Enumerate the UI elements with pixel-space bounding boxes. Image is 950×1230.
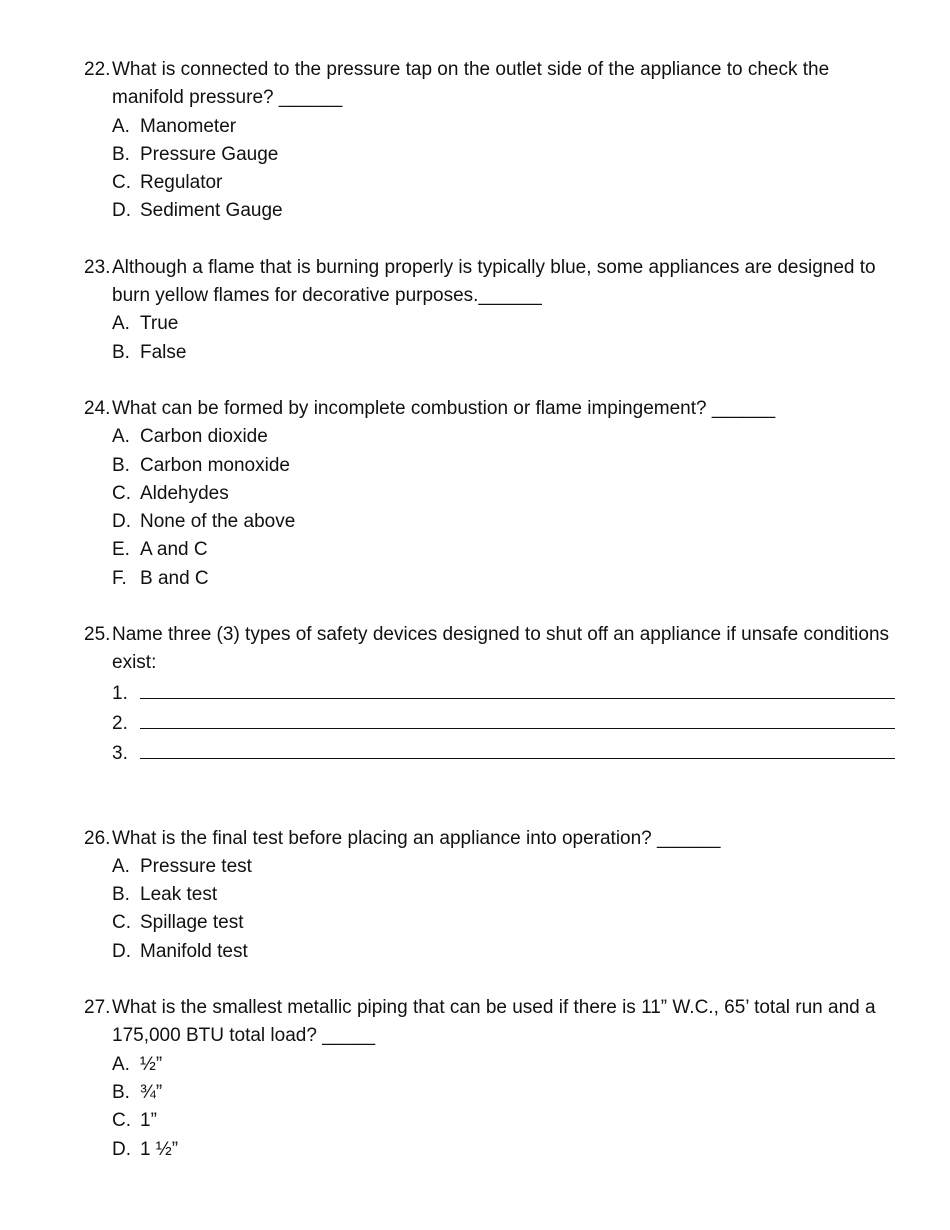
option-b: [112, 881, 895, 909]
option-text: 1”: [140, 1110, 157, 1132]
option-letter: D.: [112, 940, 131, 962]
option-text: Sediment Gauge: [140, 200, 283, 222]
option-text: Carbon monoxide: [140, 454, 290, 476]
option-letter: B.: [112, 1081, 130, 1103]
option-letter: A.: [112, 426, 130, 448]
option-letter: B.: [112, 143, 130, 165]
question-number: 22.: [84, 59, 111, 80]
spacer: [84, 226, 895, 254]
question-number: 26.: [84, 827, 111, 849]
question-27: [84, 994, 895, 1164]
option-text: Pressure test: [140, 855, 252, 877]
option-letter: B.: [112, 884, 130, 906]
option-a: [112, 113, 895, 141]
option-text: B and C: [140, 567, 209, 589]
option-e: [112, 536, 895, 564]
option-a: [112, 423, 895, 451]
option-letter: D.: [112, 511, 131, 533]
option-letter: D.: [112, 1138, 131, 1160]
answer-blank-3[interactable]: [112, 738, 895, 768]
option-c: [112, 169, 895, 197]
answer-blanks: [84, 678, 895, 769]
answer-blank-1[interactable]: [112, 678, 895, 708]
question-text: What is connected to the pressure tap on the outlet side of the appliance to check the manifold pressure? ______: [112, 59, 830, 109]
option-c: [112, 1107, 895, 1135]
option-d: [112, 938, 895, 966]
blank-number: 3.: [112, 743, 128, 765]
option-a: [112, 853, 895, 881]
option-letter: A.: [112, 115, 130, 137]
question-text: What is the smallest metallic piping that can be used if there is 11” W.C., 65’ total run and a 175,000 BTU total load? _____: [112, 997, 876, 1047]
option-text: A and C: [140, 539, 208, 561]
option-letter: F.: [112, 567, 127, 589]
option-letter: C.: [112, 912, 131, 934]
option-f: [112, 565, 895, 593]
answer-line[interactable]: [140, 678, 895, 699]
question-text: Name three (3) types of safety devices designed to shut off an appliance if unsafe conditions exist:: [112, 624, 890, 674]
question-25: [84, 621, 895, 768]
option-text: Manifold test: [140, 940, 248, 962]
option-b: [112, 452, 895, 480]
option-a: [112, 310, 895, 338]
option-text: ¾”: [140, 1081, 163, 1103]
option-b: [112, 141, 895, 169]
option-text: Pressure Gauge: [140, 143, 279, 165]
spacer: [84, 593, 895, 621]
spacer: [84, 367, 895, 395]
option-c: [112, 909, 895, 937]
spacer: [84, 769, 895, 811]
option-c: [112, 480, 895, 508]
option-text: Leak test: [140, 884, 218, 906]
question-24: [84, 395, 895, 593]
option-letter: A.: [112, 855, 130, 877]
option-text: Carbon dioxide: [140, 426, 268, 448]
option-text: Aldehydes: [140, 482, 229, 504]
option-letter: E.: [112, 539, 130, 561]
option-letter: A.: [112, 1053, 130, 1075]
option-text: ½”: [140, 1053, 163, 1075]
answer-options: [84, 423, 895, 593]
option-text: Regulator: [140, 172, 223, 194]
question-number: 27.: [84, 997, 111, 1019]
question-22: [84, 56, 895, 226]
answer-options: [84, 853, 895, 966]
answer-options: [84, 310, 895, 367]
question-number: 24.: [84, 397, 111, 419]
option-text: Spillage test: [140, 912, 244, 934]
question-text: What can be formed by incomplete combustion or flame impingement? ______: [112, 397, 776, 419]
blank-number: 1.: [112, 682, 128, 704]
option-b: [112, 1079, 895, 1107]
blank-number: 2.: [112, 712, 128, 734]
spacer: [84, 811, 895, 825]
option-text: 1 ½”: [140, 1138, 179, 1160]
option-d: [112, 197, 895, 225]
option-text: Manometer: [140, 115, 237, 137]
question-number: 23.: [84, 256, 111, 278]
option-text: True: [140, 313, 179, 335]
answer-line[interactable]: [140, 708, 895, 729]
answer-options: [84, 113, 895, 226]
option-letter: C.: [112, 172, 131, 194]
option-letter: B.: [112, 454, 130, 476]
option-d: [112, 508, 895, 536]
option-letter: D.: [112, 200, 131, 222]
question-number: 25.: [84, 624, 111, 646]
question-26: [84, 825, 895, 966]
answer-line[interactable]: [140, 738, 895, 759]
option-letter: B.: [112, 341, 130, 363]
option-text: False: [140, 341, 187, 363]
option-letter: C.: [112, 482, 131, 504]
question-23: [84, 254, 895, 367]
option-text: None of the above: [140, 511, 296, 533]
answer-blank-2[interactable]: [112, 708, 895, 738]
question-text: Although a flame that is burning properly is typically blue, some appliances are designed to burn yellow flames for decorative purposes.______: [112, 256, 876, 307]
answer-options: [84, 1051, 895, 1164]
option-b: [112, 339, 895, 367]
option-d: [112, 1136, 895, 1164]
option-letter: C.: [112, 1110, 131, 1132]
spacer: [84, 966, 895, 994]
question-text: What is the final test before placing an appliance into operation? ______: [112, 827, 721, 849]
option-letter: A.: [112, 313, 130, 335]
option-a: [112, 1051, 895, 1079]
